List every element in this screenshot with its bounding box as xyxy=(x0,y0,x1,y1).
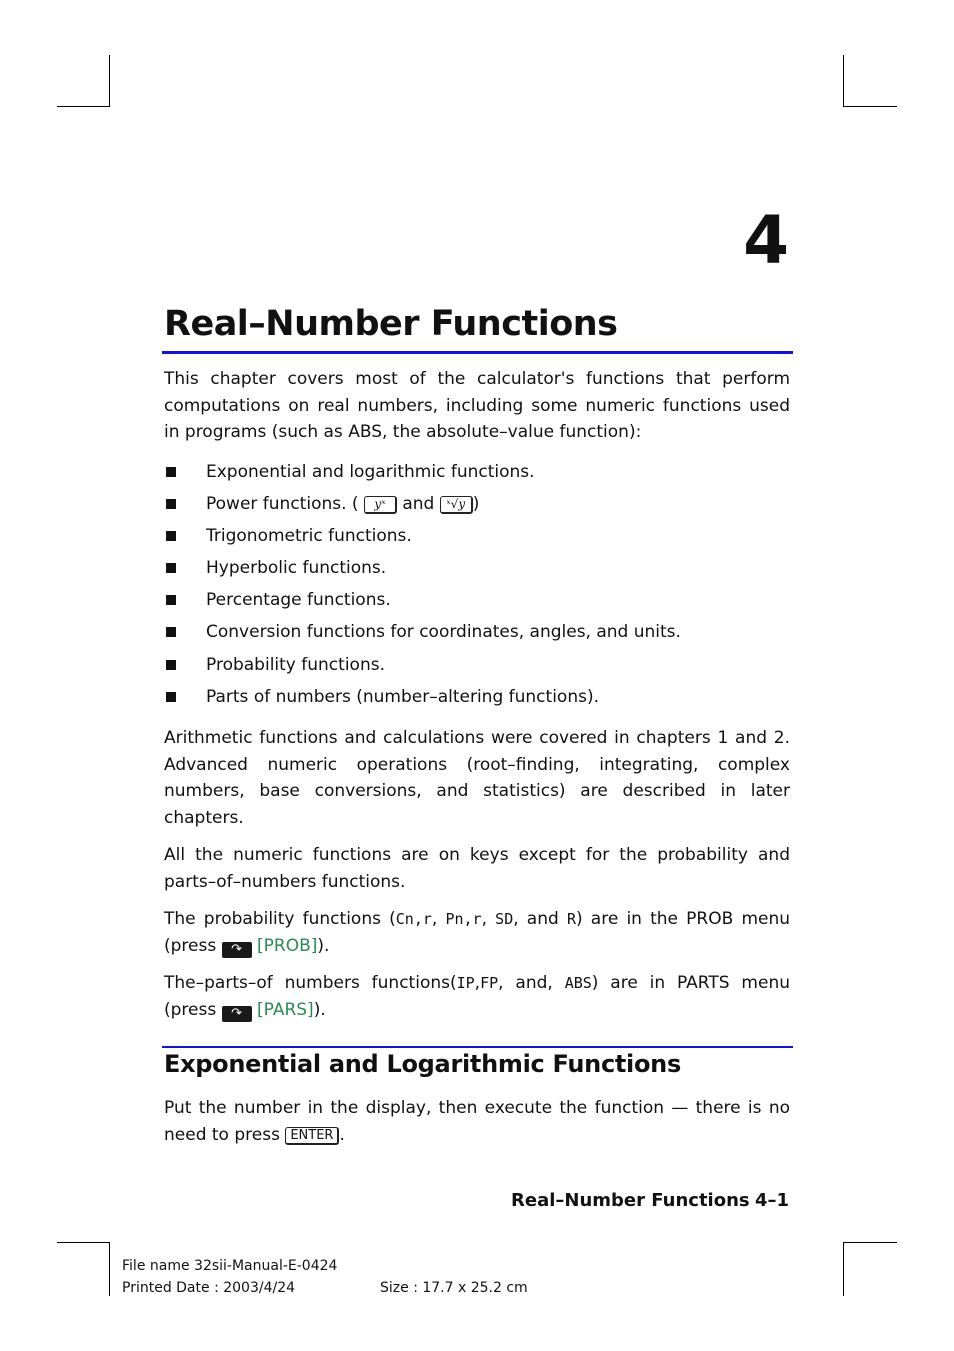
arithmetic-paragraph: Arithmetic functions and calculations were covered in chapters 1 and 2. Advanced numeric operations (root–finding, integrating, complex numbers, base conversions, and statistics) are described in later chapters. xyxy=(164,728,790,828)
abs-label: ABS xyxy=(564,974,592,992)
page-number: 4–1 xyxy=(755,1190,790,1211)
page-size: Size : 17.7 x 25.2 cm xyxy=(380,1280,528,1296)
bullet-square-icon xyxy=(166,692,176,702)
list-item: Probability functions. xyxy=(164,650,790,682)
left-shift-key-icon: ↷ xyxy=(222,1006,252,1022)
crop-mark-tl-v xyxy=(109,55,110,107)
section-paragraph: Put the number in the display, then execute the function — there is no need to press ENTER . xyxy=(164,1098,790,1145)
r-label: R xyxy=(566,910,576,928)
left-shift-key-icon: ↷ xyxy=(222,942,252,958)
section-content xyxy=(164,1095,790,1159)
crop-mark-tl-h xyxy=(57,106,110,107)
crop-mark-bl-v xyxy=(109,1242,110,1296)
enter-key: ENTER xyxy=(285,1127,339,1145)
prob-menu-label: [PROB] xyxy=(257,935,318,956)
fp-label: FP xyxy=(480,974,499,992)
pnr-label: Pn,r xyxy=(445,910,482,928)
crop-mark-tr-v xyxy=(843,55,844,107)
crop-mark-tr-h xyxy=(843,106,897,107)
bullet-square-icon xyxy=(166,627,176,637)
list-item: Power functions. ( yˣ and ˣ√y ) xyxy=(164,489,790,521)
list-item: Conversion functions for coordinates, angles, and units. xyxy=(164,617,790,649)
crop-mark-bl-h xyxy=(57,1242,110,1243)
intro-paragraph: This chapter covers most of the calculator's functions that perform computations on real numbers, including some numeric functions used in programs (such as ABS, the absolute–value function): xyxy=(164,369,790,442)
function-list xyxy=(164,457,790,715)
file-name: File name 32sii-Manual-E-0424 xyxy=(122,1258,338,1274)
bullet-square-icon xyxy=(166,660,176,670)
list-item: Hyperbolic functions. xyxy=(164,553,790,585)
crop-mark-br-h xyxy=(843,1242,897,1243)
printed-date: Printed Date : 2003/4/24 xyxy=(122,1280,296,1296)
section-rule xyxy=(162,1046,793,1048)
bullet-square-icon xyxy=(166,467,176,477)
list-item: Parts of numbers (number–altering functions). xyxy=(164,682,790,714)
chapter-title-rule xyxy=(162,351,793,354)
probability-paragraph: The probability functions (Cn,r, Pn,r, SD, and R) are in the PROB menu (press ↷ [PROB]). xyxy=(164,909,791,957)
x-root-y-key: ˣ√y xyxy=(440,496,473,514)
sd-label: SD xyxy=(495,910,514,928)
chapter-title: Real–Number Functions xyxy=(164,304,618,344)
list-item: Exponential and logarithmic functions. xyxy=(164,457,790,489)
footer-chapter-title: Real–Number Functions xyxy=(511,1190,750,1211)
section-title: Exponential and Logarithmic Functions xyxy=(164,1050,681,1078)
parts-paragraph: The–parts–of numbers functions(IP,FP, and, ABS) are in PARTS menu (press ↷ [PARS]). xyxy=(164,973,790,1021)
ip-label: IP xyxy=(456,974,475,992)
numeric-keys-paragraph: All the numeric functions are on keys except for the probability and parts–of–numbers functions. xyxy=(164,845,790,892)
parts-menu-label: [PARS] xyxy=(257,999,314,1020)
main-content xyxy=(164,366,790,1034)
bullet-square-icon xyxy=(166,531,176,541)
bullet-square-icon xyxy=(166,595,176,605)
list-item: Percentage functions. xyxy=(164,585,790,617)
bullet-square-icon xyxy=(166,563,176,573)
crop-mark-br-v xyxy=(843,1242,844,1296)
chapter-number: 4 xyxy=(743,202,789,279)
cnr-label: Cn,r xyxy=(395,910,432,928)
y-power-x-key: yˣ xyxy=(364,496,397,514)
bullet-square-icon xyxy=(166,499,176,509)
list-item: Trigonometric functions. xyxy=(164,521,790,553)
